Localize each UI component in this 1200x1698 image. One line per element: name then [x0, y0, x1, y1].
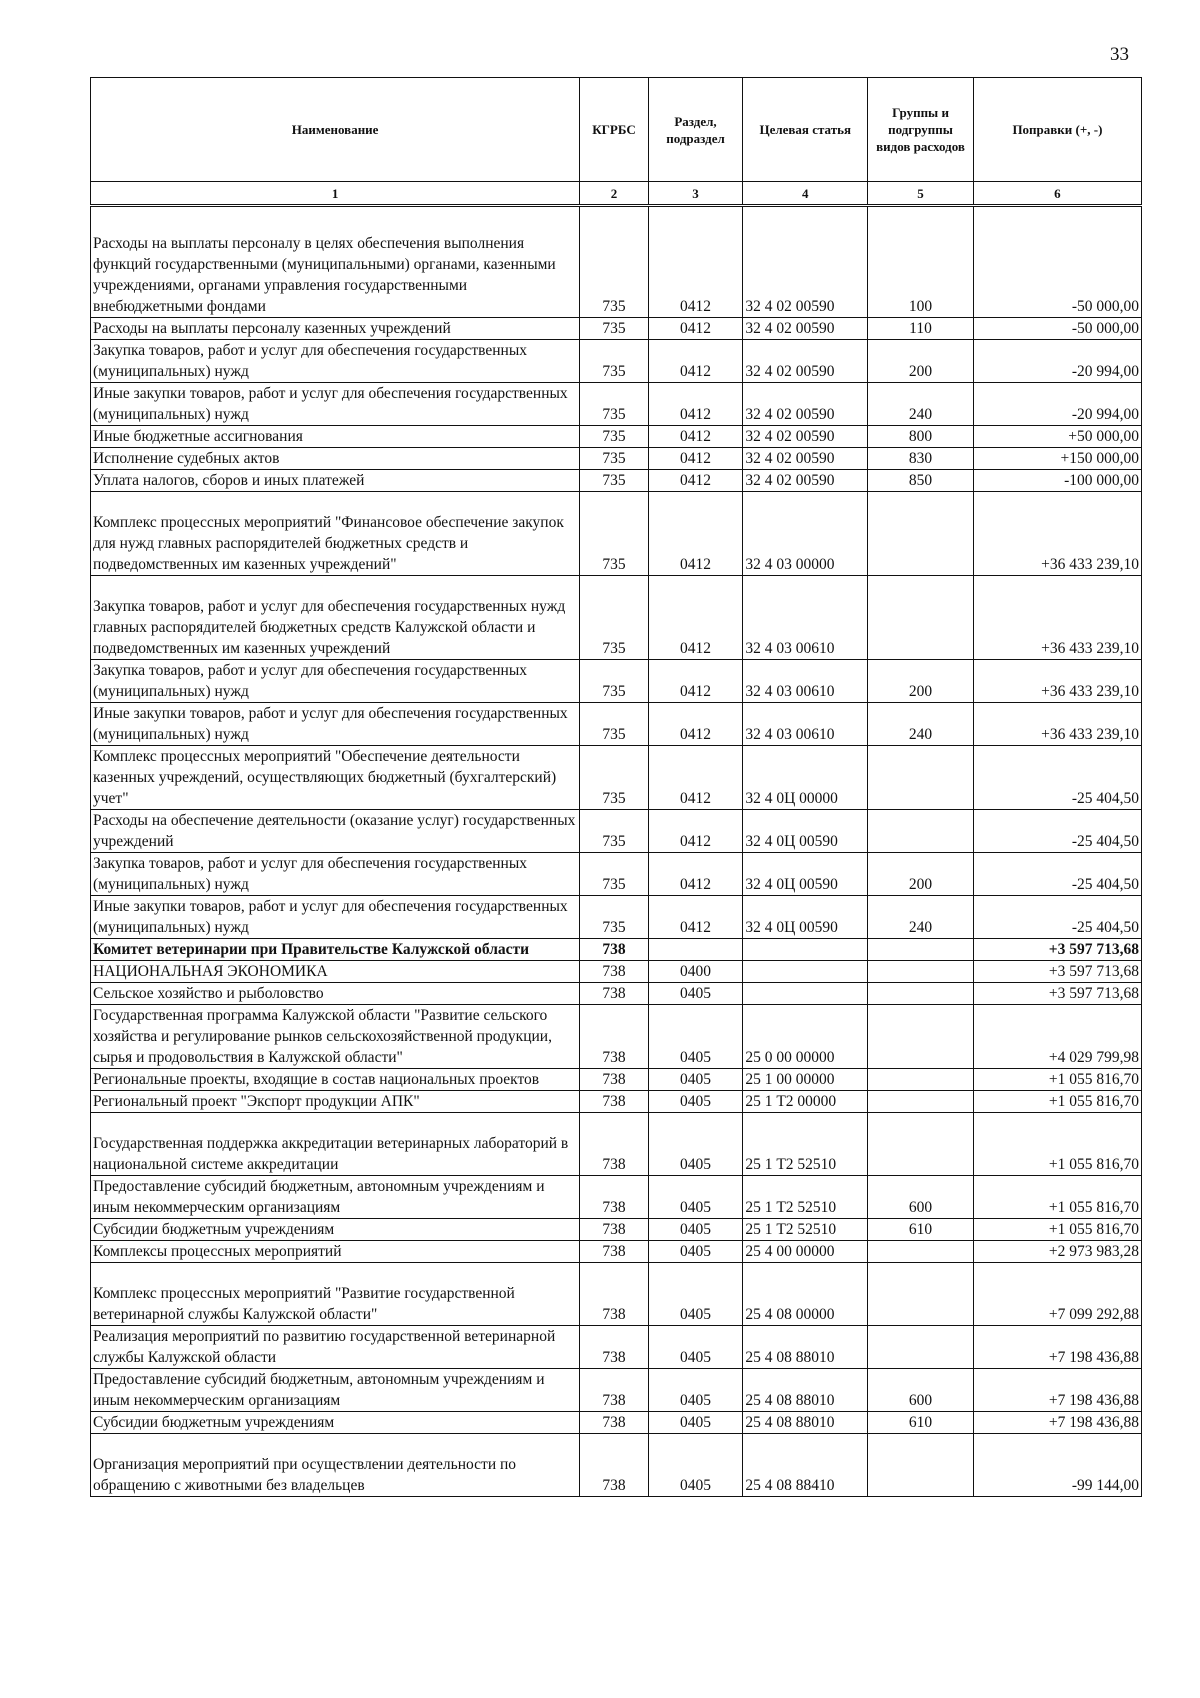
row-amount-cell: +3 597 713,68 — [973, 939, 1141, 961]
row-name-cell: Государственная программа Калужской области "Развитие сельского хозяйства и регулирование рынков сельскохозяйственной продукции, сырья и продовольствия в Калужской области" — [91, 1005, 580, 1069]
row-amount-cell: +36 433 239,10 — [973, 492, 1141, 576]
row-target-cell: 25 4 08 88010 — [743, 1326, 868, 1369]
table-row — [91, 1219, 1142, 1241]
row-type-cell: 240 — [868, 703, 974, 746]
row-type-cell: 600 — [868, 1176, 974, 1219]
row-name-cell: Субсидии бюджетным учреждениям — [91, 1412, 580, 1434]
row-name-cell: Иные закупки товаров, работ и услуг для обеспечения государственных (муниципальных) нужд — [91, 896, 580, 939]
row-section-cell: 0405 — [648, 1412, 743, 1434]
row-target-cell — [743, 983, 868, 1005]
row-type-cell — [868, 1069, 974, 1091]
row-name-cell: Расходы на обеспечение деятельности (оказание услуг) государственных учреждений — [91, 810, 580, 853]
row-target-cell: 32 4 02 00590 — [743, 318, 868, 340]
row-type-cell — [868, 1005, 974, 1069]
header-groups: Группы и подгруппы видов расходов — [868, 78, 974, 182]
table-row — [91, 426, 1142, 448]
row-amount-cell: +1 055 816,70 — [973, 1176, 1141, 1219]
row-kgrbs-cell: 735 — [580, 703, 648, 746]
row-amount-cell: -100 000,00 — [973, 470, 1141, 492]
row-type-cell — [868, 1434, 974, 1497]
table-row — [91, 746, 1142, 810]
table-row — [91, 206, 1142, 318]
row-type-cell — [868, 1091, 974, 1113]
row-name-cell: НАЦИОНАЛЬНАЯ ЭКОНОМИКА — [91, 961, 580, 983]
row-type-cell: 240 — [868, 383, 974, 426]
row-type-cell: 200 — [868, 853, 974, 896]
row-section-cell: 0405 — [648, 1219, 743, 1241]
column-number: 5 — [868, 182, 974, 206]
row-target-cell: 25 1 00 00000 — [743, 1069, 868, 1091]
table-row — [91, 983, 1142, 1005]
row-kgrbs-cell: 738 — [580, 1369, 648, 1412]
table-row — [91, 1369, 1142, 1412]
row-amount-cell: -20 994,00 — [973, 383, 1141, 426]
table-row — [91, 340, 1142, 383]
row-name-cell: Иные закупки товаров, работ и услуг для обеспечения государственных (муниципальных) нужд — [91, 383, 580, 426]
row-kgrbs-cell: 735 — [580, 660, 648, 703]
row-section-cell: 0412 — [648, 492, 743, 576]
table-row — [91, 576, 1142, 660]
row-amount-cell: +2 973 983,28 — [973, 1241, 1141, 1263]
row-target-cell: 32 4 03 00610 — [743, 576, 868, 660]
row-target-cell: 32 4 03 00610 — [743, 703, 868, 746]
row-kgrbs-cell: 738 — [580, 1176, 648, 1219]
row-amount-cell: +1 055 816,70 — [973, 1069, 1141, 1091]
row-amount-cell: +7 099 292,88 — [973, 1263, 1141, 1326]
row-type-cell — [868, 1263, 974, 1326]
row-section-cell: 0412 — [648, 746, 743, 810]
table-row — [91, 810, 1142, 853]
row-kgrbs-cell: 738 — [580, 1113, 648, 1176]
row-target-cell: 25 1 Т2 00000 — [743, 1091, 868, 1113]
table-row — [91, 1091, 1142, 1113]
row-name-cell: Сельское хозяйство и рыболовство — [91, 983, 580, 1005]
header-amount: Поправки (+, -) — [973, 78, 1141, 182]
row-kgrbs-cell: 738 — [580, 1091, 648, 1113]
row-section-cell: 0412 — [648, 810, 743, 853]
table-row — [91, 470, 1142, 492]
row-name-cell: Расходы на выплаты персоналу в целях обеспечения выполнения функций государственными (муниципальными) органами, казенными учреждениями, органами управления государственными внебюджетными фондами — [91, 206, 580, 318]
row-amount-cell: -99 144,00 — [973, 1434, 1141, 1497]
table-row — [91, 703, 1142, 746]
row-name-cell: Иные бюджетные ассигнования — [91, 426, 580, 448]
column-number-row — [91, 182, 1142, 206]
row-name-cell: Субсидии бюджетным учреждениям — [91, 1219, 580, 1241]
row-target-cell: 32 4 02 00590 — [743, 340, 868, 383]
row-name-cell: Предоставление субсидий бюджетным, автономным учреждениям и иным некоммерческим организациям — [91, 1369, 580, 1412]
row-target-cell: 32 4 02 00590 — [743, 448, 868, 470]
row-type-cell — [868, 939, 974, 961]
row-name-cell: Региональные проекты, входящие в состав национальных проектов — [91, 1069, 580, 1091]
row-section-cell: 0412 — [648, 448, 743, 470]
row-target-cell: 25 4 08 00000 — [743, 1263, 868, 1326]
row-type-cell — [868, 961, 974, 983]
row-target-cell: 25 4 08 88010 — [743, 1369, 868, 1412]
row-amount-cell: +4 029 799,98 — [973, 1005, 1141, 1069]
row-kgrbs-cell: 738 — [580, 961, 648, 983]
row-target-cell: 32 4 0Ц 00000 — [743, 746, 868, 810]
row-section-cell: 0412 — [648, 383, 743, 426]
row-amount-cell: +36 433 239,10 — [973, 660, 1141, 703]
row-section-cell: 0412 — [648, 660, 743, 703]
table-body — [91, 206, 1142, 1497]
page-number: 33 — [1110, 44, 1129, 65]
row-kgrbs-cell: 735 — [580, 853, 648, 896]
row-kgrbs-cell: 735 — [580, 746, 648, 810]
header-target: Целевая статья — [743, 78, 868, 182]
row-section-cell: 0405 — [648, 1369, 743, 1412]
row-target-cell: 32 4 02 00590 — [743, 470, 868, 492]
table-row — [91, 1434, 1142, 1497]
row-target-cell: 32 4 02 00590 — [743, 383, 868, 426]
row-section-cell: 0412 — [648, 426, 743, 448]
row-kgrbs-cell: 735 — [580, 492, 648, 576]
row-type-cell: 240 — [868, 896, 974, 939]
row-amount-cell: +3 597 713,68 — [973, 961, 1141, 983]
row-target-cell: 32 4 03 00610 — [743, 660, 868, 703]
row-amount-cell: +1 055 816,70 — [973, 1219, 1141, 1241]
row-kgrbs-cell: 735 — [580, 576, 648, 660]
table-row — [91, 492, 1142, 576]
row-amount-cell: +7 198 436,88 — [973, 1326, 1141, 1369]
row-amount-cell: +7 198 436,88 — [973, 1369, 1141, 1412]
table-row — [91, 1176, 1142, 1219]
row-name-cell: Комитет ветеринарии при Правительстве Калужской области — [91, 939, 580, 961]
row-amount-cell: -25 404,50 — [973, 810, 1141, 853]
row-section-cell: 0405 — [648, 1091, 743, 1113]
table-row — [91, 318, 1142, 340]
row-kgrbs-cell: 738 — [580, 939, 648, 961]
row-target-cell: 25 1 Т2 52510 — [743, 1176, 868, 1219]
row-kgrbs-cell: 735 — [580, 448, 648, 470]
row-amount-cell: -25 404,50 — [973, 853, 1141, 896]
row-amount-cell: -50 000,00 — [973, 206, 1141, 318]
row-section-cell: 0412 — [648, 896, 743, 939]
row-section-cell: 0405 — [648, 1176, 743, 1219]
row-amount-cell: +36 433 239,10 — [973, 576, 1141, 660]
row-section-cell: 0412 — [648, 470, 743, 492]
row-type-cell: 600 — [868, 1369, 974, 1412]
row-section-cell: 0412 — [648, 206, 743, 318]
column-number: 1 — [91, 182, 580, 206]
row-kgrbs-cell: 735 — [580, 318, 648, 340]
row-type-cell: 610 — [868, 1412, 974, 1434]
row-amount-cell: +1 055 816,70 — [973, 1113, 1141, 1176]
row-section-cell: 0412 — [648, 853, 743, 896]
row-target-cell: 25 1 Т2 52510 — [743, 1219, 868, 1241]
row-target-cell — [743, 961, 868, 983]
row-kgrbs-cell: 735 — [580, 383, 648, 426]
row-amount-cell: -25 404,50 — [973, 746, 1141, 810]
table-row — [91, 1326, 1142, 1369]
row-type-cell — [868, 1113, 974, 1176]
row-type-cell: 110 — [868, 318, 974, 340]
row-kgrbs-cell: 735 — [580, 896, 648, 939]
row-amount-cell: -25 404,50 — [973, 896, 1141, 939]
row-kgrbs-cell: 738 — [580, 1005, 648, 1069]
row-target-cell: 25 4 08 88010 — [743, 1412, 868, 1434]
row-target-cell: 25 4 08 88410 — [743, 1434, 868, 1497]
row-name-cell: Закупка товаров, работ и услуг для обеспечения государственных нужд главных распорядителей бюджетных средств Калужской области и подведомственных им казенных учреждений — [91, 576, 580, 660]
header-kgrbs: КГРБС — [580, 78, 648, 182]
table-row — [91, 1113, 1142, 1176]
row-type-cell: 200 — [868, 340, 974, 383]
table-row — [91, 1263, 1142, 1326]
table-row — [91, 660, 1142, 703]
row-type-cell: 610 — [868, 1219, 974, 1241]
row-name-cell: Комплекс процессных мероприятий "Финансовое обеспечение закупок для нужд главных распорядителей бюджетных средств и подведомственных им казенных учреждений" — [91, 492, 580, 576]
table-header-row — [91, 78, 1142, 182]
column-number: 2 — [580, 182, 648, 206]
row-name-cell: Предоставление субсидий бюджетным, автономным учреждениям и иным некоммерческим организациям — [91, 1176, 580, 1219]
row-kgrbs-cell: 735 — [580, 340, 648, 383]
header-name: Наименование — [91, 78, 580, 182]
table-row — [91, 896, 1142, 939]
row-section-cell: 0400 — [648, 961, 743, 983]
row-name-cell: Региональный проект "Экспорт продукции АПК" — [91, 1091, 580, 1113]
row-section-cell: 0405 — [648, 1113, 743, 1176]
row-type-cell — [868, 810, 974, 853]
row-target-cell: 25 0 00 00000 — [743, 1005, 868, 1069]
row-name-cell: Комплекс процессных мероприятий "Обеспечение деятельности казенных учреждений, осуществляющих бюджетный (бухгалтерский) учет" — [91, 746, 580, 810]
row-type-cell: 100 — [868, 206, 974, 318]
row-kgrbs-cell: 738 — [580, 1069, 648, 1091]
row-name-cell: Расходы на выплаты персоналу казенных учреждений — [91, 318, 580, 340]
row-amount-cell: +3 597 713,68 — [973, 983, 1141, 1005]
row-target-cell: 32 4 03 00000 — [743, 492, 868, 576]
row-kgrbs-cell: 738 — [580, 1219, 648, 1241]
row-kgrbs-cell: 738 — [580, 1434, 648, 1497]
table-row — [91, 448, 1142, 470]
table-row — [91, 1005, 1142, 1069]
row-target-cell: 32 4 02 00590 — [743, 206, 868, 318]
row-kgrbs-cell: 738 — [580, 1241, 648, 1263]
row-type-cell — [868, 1241, 974, 1263]
table-row — [91, 1241, 1142, 1263]
column-number: 6 — [973, 182, 1141, 206]
row-kgrbs-cell: 738 — [580, 1412, 648, 1434]
row-target-cell: 25 4 00 00000 — [743, 1241, 868, 1263]
row-target-cell: 25 1 Т2 52510 — [743, 1113, 868, 1176]
row-section-cell: 0405 — [648, 1263, 743, 1326]
budget-amendments-table — [90, 77, 1142, 1497]
row-kgrbs-cell: 735 — [580, 426, 648, 448]
row-section-cell: 0405 — [648, 1241, 743, 1263]
table-row — [91, 939, 1142, 961]
row-section-cell — [648, 939, 743, 961]
row-section-cell: 0405 — [648, 1434, 743, 1497]
row-amount-cell: +1 055 816,70 — [973, 1091, 1141, 1113]
row-kgrbs-cell: 735 — [580, 810, 648, 853]
row-target-cell: 32 4 02 00590 — [743, 426, 868, 448]
row-name-cell: Иные закупки товаров, работ и услуг для обеспечения государственных (муниципальных) нужд — [91, 703, 580, 746]
row-type-cell — [868, 746, 974, 810]
table-row — [91, 1069, 1142, 1091]
row-target-cell: 32 4 0Ц 00590 — [743, 853, 868, 896]
row-section-cell: 0412 — [648, 703, 743, 746]
row-name-cell: Исполнение судебных актов — [91, 448, 580, 470]
row-name-cell: Закупка товаров, работ и услуг для обеспечения государственных (муниципальных) нужд — [91, 660, 580, 703]
row-section-cell: 0412 — [648, 318, 743, 340]
table-row — [91, 1412, 1142, 1434]
row-name-cell: Комплексы процессных мероприятий — [91, 1241, 580, 1263]
row-amount-cell: +50 000,00 — [973, 426, 1141, 448]
row-target-cell: 32 4 0Ц 00590 — [743, 810, 868, 853]
row-amount-cell: +150 000,00 — [973, 448, 1141, 470]
row-name-cell: Организация мероприятий при осуществлении деятельности по обращению с животными без владельцев — [91, 1434, 580, 1497]
row-kgrbs-cell: 738 — [580, 983, 648, 1005]
table-row — [91, 853, 1142, 896]
row-amount-cell: -20 994,00 — [973, 340, 1141, 383]
row-name-cell: Закупка товаров, работ и услуг для обеспечения государственных (муниципальных) нужд — [91, 340, 580, 383]
row-type-cell — [868, 492, 974, 576]
row-type-cell: 830 — [868, 448, 974, 470]
row-type-cell: 200 — [868, 660, 974, 703]
row-section-cell: 0405 — [648, 1069, 743, 1091]
row-type-cell: 850 — [868, 470, 974, 492]
column-number: 4 — [743, 182, 868, 206]
table-row — [91, 961, 1142, 983]
row-name-cell: Государственная поддержка аккредитации ветеринарных лабораторий в национальной системе аккредитации — [91, 1113, 580, 1176]
row-section-cell: 0405 — [648, 1326, 743, 1369]
row-type-cell — [868, 983, 974, 1005]
row-target-cell: 32 4 0Ц 00590 — [743, 896, 868, 939]
row-section-cell: 0405 — [648, 1005, 743, 1069]
row-amount-cell: +7 198 436,88 — [973, 1412, 1141, 1434]
row-amount-cell: -50 000,00 — [973, 318, 1141, 340]
row-section-cell: 0412 — [648, 576, 743, 660]
row-type-cell — [868, 1326, 974, 1369]
header-section: Раздел, подраздел — [648, 78, 743, 182]
row-name-cell: Уплата налогов, сборов и иных платежей — [91, 470, 580, 492]
row-kgrbs-cell: 735 — [580, 206, 648, 318]
row-section-cell: 0405 — [648, 983, 743, 1005]
row-kgrbs-cell: 738 — [580, 1263, 648, 1326]
row-section-cell: 0412 — [648, 340, 743, 383]
row-kgrbs-cell: 738 — [580, 1326, 648, 1369]
row-type-cell — [868, 576, 974, 660]
row-type-cell: 800 — [868, 426, 974, 448]
row-kgrbs-cell: 735 — [580, 470, 648, 492]
row-name-cell: Комплекс процессных мероприятий "Развитие государственной ветеринарной службы Калужской области" — [91, 1263, 580, 1326]
table-row — [91, 383, 1142, 426]
row-target-cell — [743, 939, 868, 961]
column-number: 3 — [648, 182, 743, 206]
row-name-cell: Реализация мероприятий по развитию государственной ветеринарной службы Калужской области — [91, 1326, 580, 1369]
row-amount-cell: +36 433 239,10 — [973, 703, 1141, 746]
row-name-cell: Закупка товаров, работ и услуг для обеспечения государственных (муниципальных) нужд — [91, 853, 580, 896]
